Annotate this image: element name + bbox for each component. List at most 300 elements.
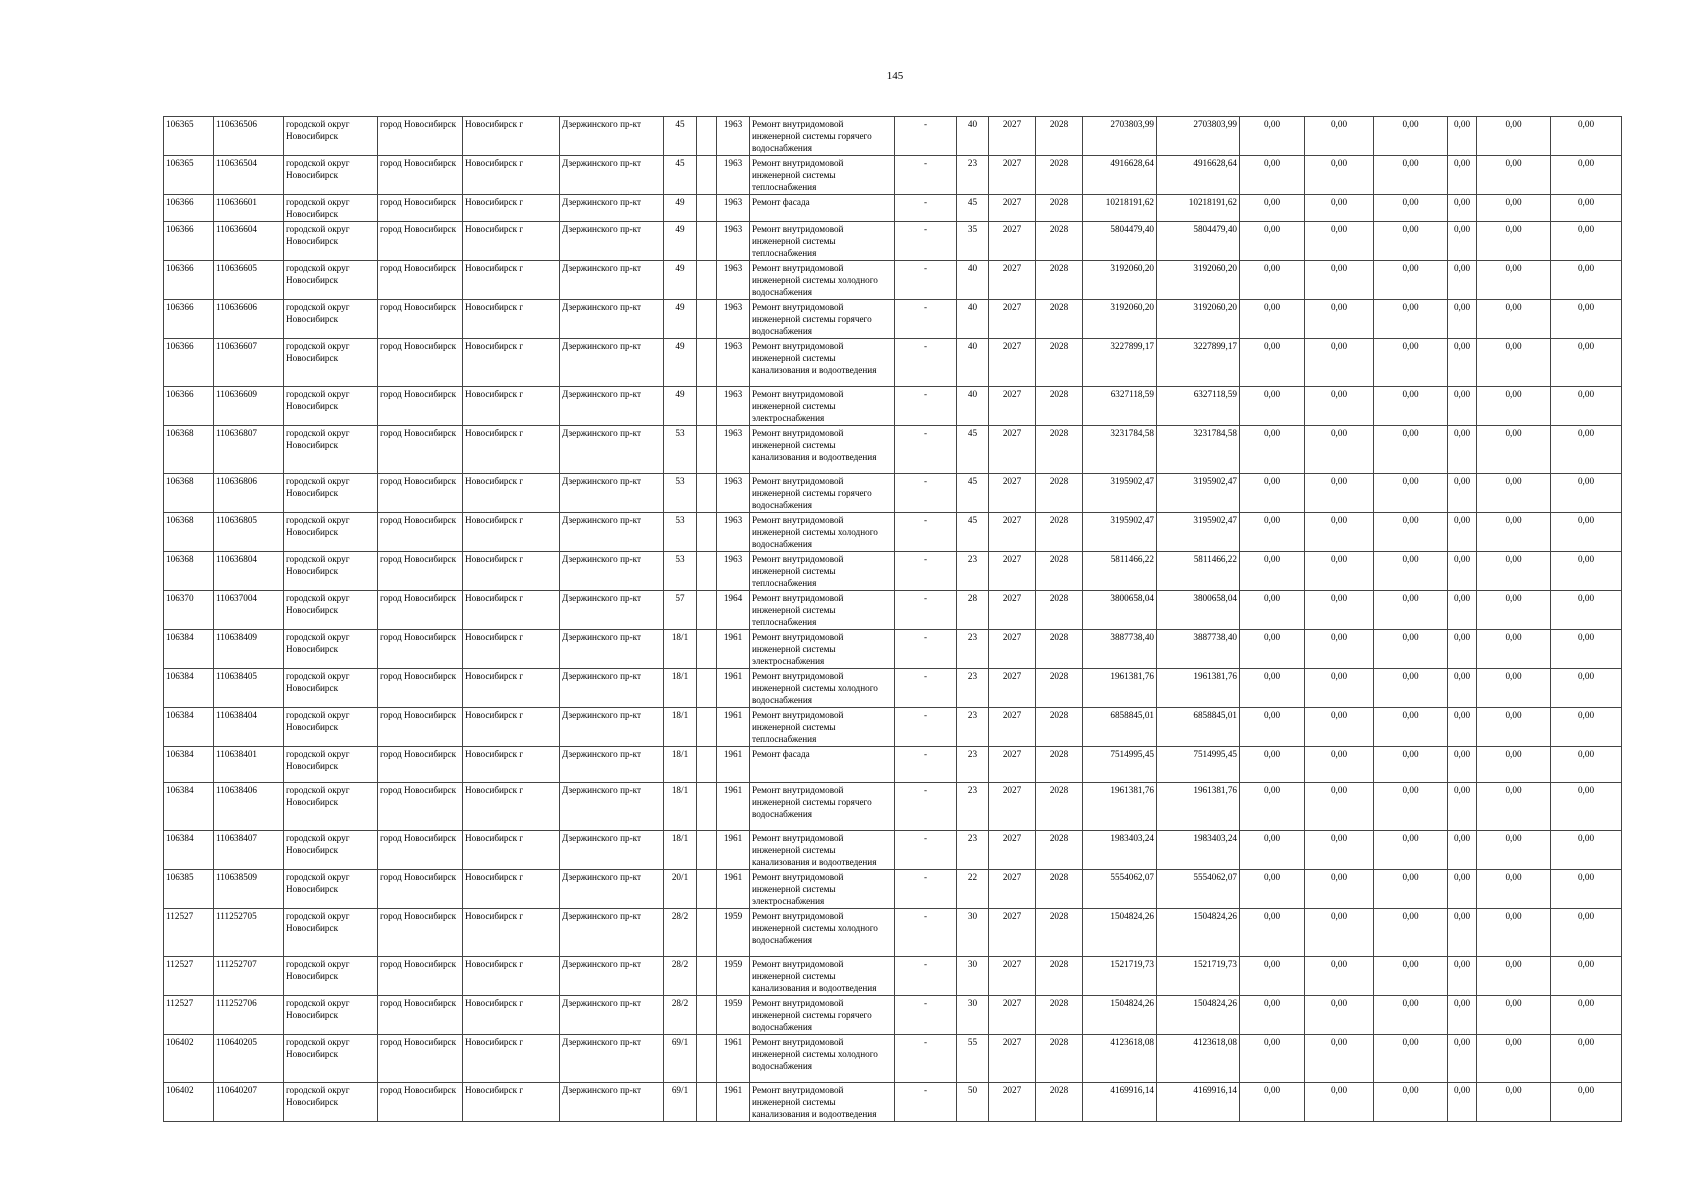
year-to-cell: 2028 <box>1036 591 1083 630</box>
district-cell: городской округ Новосибирск <box>284 996 378 1035</box>
build-year-cell: 1963 <box>717 387 750 426</box>
year-to-cell: 2028 <box>1036 708 1083 747</box>
city-cell: Новосибирск г <box>463 870 560 909</box>
value-6-cell: 0,00 <box>1551 957 1622 996</box>
district-cell: городской округ Новосибирск <box>284 831 378 870</box>
build-year-cell: 1963 <box>717 339 750 387</box>
value-5-cell: 0,00 <box>1477 669 1551 708</box>
value-5-cell: 0,00 <box>1477 156 1551 195</box>
cost-fund-cell: 1521719,73 <box>1157 957 1240 996</box>
table-row <box>164 300 1622 339</box>
value-6-cell: 0,00 <box>1551 870 1622 909</box>
district-cell: городской округ Новосибирск <box>284 870 378 909</box>
street-cell: Дзержинского пр-кт <box>560 591 664 630</box>
value-1-cell: 0,00 <box>1240 552 1305 591</box>
city-cell: Новосибирск г <box>463 1035 560 1083</box>
wear-cell: 55 <box>957 1035 989 1083</box>
street-cell: Дзержинского пр-кт <box>560 747 664 783</box>
cost-fund-cell: 1961381,76 <box>1157 783 1240 831</box>
house-number-cell: 28/2 <box>664 996 697 1035</box>
settlement-cell: город Новосибирск <box>378 195 463 222</box>
value-6-cell: 0,00 <box>1551 1083 1622 1122</box>
dash-cell: - <box>895 300 957 339</box>
value-2-cell: 0,00 <box>1305 156 1374 195</box>
house-number-cell: 18/1 <box>664 783 697 831</box>
wear-cell: 30 <box>957 957 989 996</box>
page-number: 145 <box>886 70 904 82</box>
building-cell <box>697 195 717 222</box>
value-6-cell: 0,00 <box>1551 996 1622 1035</box>
cost-fund-cell: 6327118,59 <box>1157 387 1240 426</box>
settlement-cell: город Новосибирск <box>378 552 463 591</box>
building-cell <box>697 783 717 831</box>
work-type-cell: Ремонт внутридомовой инженерной системы горячего водоснабжения <box>750 783 895 831</box>
work-id-cell: 110640207 <box>214 1083 284 1122</box>
district-cell: городской округ Новосибирск <box>284 1083 378 1122</box>
wear-cell: 40 <box>957 300 989 339</box>
house-id-cell: 106402 <box>164 1035 214 1083</box>
wear-cell: 23 <box>957 552 989 591</box>
cost-fund-cell: 5804479,40 <box>1157 222 1240 261</box>
street-cell: Дзержинского пр-кт <box>560 552 664 591</box>
work-type-cell: Ремонт внутридомовой инженерной системы теплоснабжения <box>750 222 895 261</box>
district-cell: городской округ Новосибирск <box>284 156 378 195</box>
city-cell: Новосибирск г <box>463 708 560 747</box>
building-cell <box>697 870 717 909</box>
value-2-cell: 0,00 <box>1305 474 1374 513</box>
build-year-cell: 1963 <box>717 426 750 474</box>
city-cell: Новосибирск г <box>463 957 560 996</box>
wear-cell: 40 <box>957 339 989 387</box>
city-cell: Новосибирск г <box>463 630 560 669</box>
work-id-cell: 110636804 <box>214 552 284 591</box>
cost-total-cell: 4123618,08 <box>1083 1035 1157 1083</box>
value-3-cell: 0,00 <box>1374 831 1448 870</box>
house-id-cell: 106366 <box>164 300 214 339</box>
district-cell: городской округ Новосибирск <box>284 708 378 747</box>
value-2-cell: 0,00 <box>1305 426 1374 474</box>
build-year-cell: 1961 <box>717 870 750 909</box>
cost-total-cell: 3192060,20 <box>1083 261 1157 300</box>
value-4-cell: 0,00 <box>1448 117 1477 156</box>
cost-fund-cell: 6858845,01 <box>1157 708 1240 747</box>
street-cell: Дзержинского пр-кт <box>560 513 664 552</box>
value-6-cell: 0,00 <box>1551 831 1622 870</box>
house-number-cell: 49 <box>664 222 697 261</box>
city-cell: Новосибирск г <box>463 222 560 261</box>
work-id-cell: 110638409 <box>214 630 284 669</box>
house-number-cell: 53 <box>664 426 697 474</box>
dash-cell: - <box>895 708 957 747</box>
cost-fund-cell: 5811466,22 <box>1157 552 1240 591</box>
value-1-cell: 0,00 <box>1240 909 1305 957</box>
year-to-cell: 2028 <box>1036 1035 1083 1083</box>
value-6-cell: 0,00 <box>1551 552 1622 591</box>
build-year-cell: 1961 <box>717 1083 750 1122</box>
value-3-cell: 0,00 <box>1374 669 1448 708</box>
street-cell: Дзержинского пр-кт <box>560 783 664 831</box>
street-cell: Дзержинского пр-кт <box>560 117 664 156</box>
build-year-cell: 1961 <box>717 708 750 747</box>
settlement-cell: город Новосибирск <box>378 708 463 747</box>
house-number-cell: 53 <box>664 474 697 513</box>
value-4-cell: 0,00 <box>1448 300 1477 339</box>
year-to-cell: 2028 <box>1036 261 1083 300</box>
year-to-cell: 2028 <box>1036 1083 1083 1122</box>
table-row <box>164 426 1622 474</box>
table-row <box>164 552 1622 591</box>
value-5-cell: 0,00 <box>1477 831 1551 870</box>
work-type-cell: Ремонт внутридомовой инженерной системы теплоснабжения <box>750 591 895 630</box>
city-cell: Новосибирск г <box>463 474 560 513</box>
value-6-cell: 0,00 <box>1551 909 1622 957</box>
cost-fund-cell: 4123618,08 <box>1157 1035 1240 1083</box>
value-5-cell: 0,00 <box>1477 222 1551 261</box>
value-3-cell: 0,00 <box>1374 222 1448 261</box>
settlement-cell: город Новосибирск <box>378 513 463 552</box>
value-3-cell: 0,00 <box>1374 747 1448 783</box>
work-id-cell: 110636504 <box>214 156 284 195</box>
building-cell <box>697 630 717 669</box>
year-to-cell: 2028 <box>1036 195 1083 222</box>
settlement-cell: город Новосибирск <box>378 747 463 783</box>
cost-fund-cell: 3227899,17 <box>1157 339 1240 387</box>
street-cell: Дзержинского пр-кт <box>560 996 664 1035</box>
year-from-cell: 2027 <box>989 117 1036 156</box>
table-row <box>164 708 1622 747</box>
building-cell <box>697 747 717 783</box>
street-cell: Дзержинского пр-кт <box>560 261 664 300</box>
year-to-cell: 2028 <box>1036 870 1083 909</box>
work-id-cell: 110636807 <box>214 426 284 474</box>
work-type-cell: Ремонт фасада <box>750 195 895 222</box>
street-cell: Дзержинского пр-кт <box>560 195 664 222</box>
dash-cell: - <box>895 996 957 1035</box>
dash-cell: - <box>895 426 957 474</box>
table-row <box>164 474 1622 513</box>
city-cell: Новосибирск г <box>463 747 560 783</box>
value-5-cell: 0,00 <box>1477 426 1551 474</box>
building-cell <box>697 339 717 387</box>
year-to-cell: 2028 <box>1036 222 1083 261</box>
wear-cell: 30 <box>957 996 989 1035</box>
value-4-cell: 0,00 <box>1448 552 1477 591</box>
year-from-cell: 2027 <box>989 831 1036 870</box>
wear-cell: 35 <box>957 222 989 261</box>
year-from-cell: 2027 <box>989 957 1036 996</box>
year-to-cell: 2028 <box>1036 474 1083 513</box>
year-from-cell: 2027 <box>989 909 1036 957</box>
building-cell <box>697 513 717 552</box>
value-4-cell: 0,00 <box>1448 669 1477 708</box>
value-6-cell: 0,00 <box>1551 300 1622 339</box>
table-row <box>164 117 1622 156</box>
settlement-cell: город Новосибирск <box>378 222 463 261</box>
value-5-cell: 0,00 <box>1477 996 1551 1035</box>
dash-cell: - <box>895 195 957 222</box>
build-year-cell: 1961 <box>717 831 750 870</box>
value-1-cell: 0,00 <box>1240 156 1305 195</box>
dash-cell: - <box>895 117 957 156</box>
value-3-cell: 0,00 <box>1374 195 1448 222</box>
value-1-cell: 0,00 <box>1240 1035 1305 1083</box>
year-from-cell: 2027 <box>989 996 1036 1035</box>
value-2-cell: 0,00 <box>1305 708 1374 747</box>
house-id-cell: 106366 <box>164 261 214 300</box>
dash-cell: - <box>895 747 957 783</box>
value-2-cell: 0,00 <box>1305 630 1374 669</box>
building-cell <box>697 156 717 195</box>
work-type-cell: Ремонт внутридомовой инженерной системы теплоснабжения <box>750 552 895 591</box>
wear-cell: 45 <box>957 195 989 222</box>
year-from-cell: 2027 <box>989 630 1036 669</box>
value-4-cell: 0,00 <box>1448 513 1477 552</box>
value-1-cell: 0,00 <box>1240 1083 1305 1122</box>
cost-fund-cell: 3192060,20 <box>1157 300 1240 339</box>
build-year-cell: 1961 <box>717 669 750 708</box>
work-type-cell: Ремонт фасада <box>750 747 895 783</box>
year-from-cell: 2027 <box>989 195 1036 222</box>
work-id-cell: 110636506 <box>214 117 284 156</box>
house-id-cell: 106384 <box>164 630 214 669</box>
building-cell <box>697 957 717 996</box>
district-cell: городской округ Новосибирск <box>284 591 378 630</box>
district-cell: городской округ Новосибирск <box>284 261 378 300</box>
value-2-cell: 0,00 <box>1305 783 1374 831</box>
cost-total-cell: 4916628,64 <box>1083 156 1157 195</box>
value-6-cell: 0,00 <box>1551 474 1622 513</box>
value-1-cell: 0,00 <box>1240 831 1305 870</box>
value-6-cell: 0,00 <box>1551 156 1622 195</box>
street-cell: Дзержинского пр-кт <box>560 909 664 957</box>
street-cell: Дзержинского пр-кт <box>560 426 664 474</box>
house-number-cell: 18/1 <box>664 630 697 669</box>
city-cell: Новосибирск г <box>463 996 560 1035</box>
settlement-cell: город Новосибирск <box>378 300 463 339</box>
value-2-cell: 0,00 <box>1305 669 1374 708</box>
cost-total-cell: 4169916,14 <box>1083 1083 1157 1122</box>
house-number-cell: 28/2 <box>664 957 697 996</box>
year-to-cell: 2028 <box>1036 831 1083 870</box>
city-cell: Новосибирск г <box>463 783 560 831</box>
value-4-cell: 0,00 <box>1448 870 1477 909</box>
year-from-cell: 2027 <box>989 156 1036 195</box>
value-5-cell: 0,00 <box>1477 552 1551 591</box>
building-cell <box>697 909 717 957</box>
work-id-cell: 110638407 <box>214 831 284 870</box>
table-row <box>164 387 1622 426</box>
build-year-cell: 1963 <box>717 552 750 591</box>
cost-fund-cell: 3231784,58 <box>1157 426 1240 474</box>
value-4-cell: 0,00 <box>1448 222 1477 261</box>
value-5-cell: 0,00 <box>1477 261 1551 300</box>
work-id-cell: 111252705 <box>214 909 284 957</box>
value-3-cell: 0,00 <box>1374 552 1448 591</box>
table-row <box>164 261 1622 300</box>
house-id-cell: 106366 <box>164 339 214 387</box>
city-cell: Новосибирск г <box>463 195 560 222</box>
dash-cell: - <box>895 957 957 996</box>
house-number-cell: 53 <box>664 552 697 591</box>
district-cell: городской округ Новосибирск <box>284 474 378 513</box>
city-cell: Новосибирск г <box>463 552 560 591</box>
year-to-cell: 2028 <box>1036 117 1083 156</box>
value-2-cell: 0,00 <box>1305 1083 1374 1122</box>
value-1-cell: 0,00 <box>1240 669 1305 708</box>
value-4-cell: 0,00 <box>1448 957 1477 996</box>
value-5-cell: 0,00 <box>1477 591 1551 630</box>
wear-cell: 45 <box>957 426 989 474</box>
district-cell: городской округ Новосибирск <box>284 1035 378 1083</box>
value-3-cell: 0,00 <box>1374 474 1448 513</box>
district-cell: городской округ Новосибирск <box>284 909 378 957</box>
work-type-cell: Ремонт внутридомовой инженерной системы канализования и водоотведения <box>750 957 895 996</box>
value-2-cell: 0,00 <box>1305 957 1374 996</box>
table-row <box>164 156 1622 195</box>
value-5-cell: 0,00 <box>1477 747 1551 783</box>
year-from-cell: 2027 <box>989 1083 1036 1122</box>
year-from-cell: 2027 <box>989 591 1036 630</box>
value-6-cell: 0,00 <box>1551 261 1622 300</box>
value-4-cell: 0,00 <box>1448 156 1477 195</box>
cost-total-cell: 1961381,76 <box>1083 783 1157 831</box>
value-1-cell: 0,00 <box>1240 261 1305 300</box>
work-type-cell: Ремонт внутридомовой инженерной системы холодного водоснабжения <box>750 1035 895 1083</box>
build-year-cell: 1963 <box>717 156 750 195</box>
cost-fund-cell: 3887738,40 <box>1157 630 1240 669</box>
house-number-cell: 28/2 <box>664 909 697 957</box>
house-id-cell: 106402 <box>164 1083 214 1122</box>
house-id-cell: 106385 <box>164 870 214 909</box>
cost-total-cell: 10218191,62 <box>1083 195 1157 222</box>
wear-cell: 22 <box>957 870 989 909</box>
value-1-cell: 0,00 <box>1240 957 1305 996</box>
wear-cell: 40 <box>957 261 989 300</box>
building-cell <box>697 1083 717 1122</box>
table-row <box>164 1083 1622 1122</box>
city-cell: Новосибирск г <box>463 1083 560 1122</box>
street-cell: Дзержинского пр-кт <box>560 957 664 996</box>
dash-cell: - <box>895 222 957 261</box>
work-type-cell: Ремонт внутридомовой инженерной системы канализования и водоотведения <box>750 831 895 870</box>
value-6-cell: 0,00 <box>1551 1035 1622 1083</box>
value-4-cell: 0,00 <box>1448 630 1477 669</box>
value-6-cell: 0,00 <box>1551 117 1622 156</box>
cost-fund-cell: 1504824,26 <box>1157 909 1240 957</box>
build-year-cell: 1961 <box>717 1035 750 1083</box>
settlement-cell: город Новосибирск <box>378 591 463 630</box>
year-from-cell: 2027 <box>989 426 1036 474</box>
cost-total-cell: 1521719,73 <box>1083 957 1157 996</box>
value-5-cell: 0,00 <box>1477 708 1551 747</box>
work-id-cell: 110636606 <box>214 300 284 339</box>
value-1-cell: 0,00 <box>1240 870 1305 909</box>
city-cell: Новосибирск г <box>463 117 560 156</box>
value-5-cell: 0,00 <box>1477 1083 1551 1122</box>
cost-fund-cell: 10218191,62 <box>1157 195 1240 222</box>
cost-fund-cell: 3195902,47 <box>1157 474 1240 513</box>
value-4-cell: 0,00 <box>1448 426 1477 474</box>
registry-table-body <box>164 117 1622 1122</box>
year-to-cell: 2028 <box>1036 387 1083 426</box>
year-from-cell: 2027 <box>989 339 1036 387</box>
work-id-cell: 110640205 <box>214 1035 284 1083</box>
cost-fund-cell: 4169916,14 <box>1157 1083 1240 1122</box>
building-cell <box>697 387 717 426</box>
year-from-cell: 2027 <box>989 708 1036 747</box>
value-1-cell: 0,00 <box>1240 195 1305 222</box>
value-6-cell: 0,00 <box>1551 591 1622 630</box>
year-from-cell: 2027 <box>989 222 1036 261</box>
year-to-cell: 2028 <box>1036 300 1083 339</box>
value-5-cell: 0,00 <box>1477 387 1551 426</box>
wear-cell: 28 <box>957 591 989 630</box>
house-id-cell: 106366 <box>164 222 214 261</box>
dash-cell: - <box>895 870 957 909</box>
cost-total-cell: 7514995,45 <box>1083 747 1157 783</box>
house-number-cell: 18/1 <box>664 669 697 708</box>
city-cell: Новосибирск г <box>463 831 560 870</box>
cost-fund-cell: 1504824,26 <box>1157 996 1240 1035</box>
house-id-cell: 106384 <box>164 783 214 831</box>
table-row <box>164 630 1622 669</box>
settlement-cell: город Новосибирск <box>378 156 463 195</box>
street-cell: Дзержинского пр-кт <box>560 474 664 513</box>
work-id-cell: 110638401 <box>214 747 284 783</box>
value-2-cell: 0,00 <box>1305 513 1374 552</box>
house-id-cell: 112527 <box>164 996 214 1035</box>
year-to-cell: 2028 <box>1036 669 1083 708</box>
table-row <box>164 222 1622 261</box>
street-cell: Дзержинского пр-кт <box>560 222 664 261</box>
cost-fund-cell: 5554062,07 <box>1157 870 1240 909</box>
value-3-cell: 0,00 <box>1374 1083 1448 1122</box>
district-cell: городской округ Новосибирск <box>284 117 378 156</box>
value-6-cell: 0,00 <box>1551 513 1622 552</box>
work-type-cell: Ремонт внутридомовой инженерной системы холодного водоснабжения <box>750 261 895 300</box>
cost-fund-cell: 2703803,99 <box>1157 117 1240 156</box>
value-3-cell: 0,00 <box>1374 957 1448 996</box>
value-3-cell: 0,00 <box>1374 513 1448 552</box>
work-id-cell: 110638406 <box>214 783 284 831</box>
cost-total-cell: 1961381,76 <box>1083 669 1157 708</box>
year-from-cell: 2027 <box>989 474 1036 513</box>
build-year-cell: 1961 <box>717 630 750 669</box>
work-type-cell: Ремонт внутридомовой инженерной системы горячего водоснабжения <box>750 996 895 1035</box>
table-row <box>164 957 1622 996</box>
house-id-cell: 106384 <box>164 747 214 783</box>
year-from-cell: 2027 <box>989 870 1036 909</box>
value-1-cell: 0,00 <box>1240 747 1305 783</box>
street-cell: Дзержинского пр-кт <box>560 669 664 708</box>
table-row <box>164 195 1622 222</box>
building-cell <box>697 996 717 1035</box>
work-id-cell: 110638509 <box>214 870 284 909</box>
dash-cell: - <box>895 339 957 387</box>
value-4-cell: 0,00 <box>1448 747 1477 783</box>
value-6-cell: 0,00 <box>1551 708 1622 747</box>
year-to-cell: 2028 <box>1036 996 1083 1035</box>
value-1-cell: 0,00 <box>1240 513 1305 552</box>
build-year-cell: 1963 <box>717 222 750 261</box>
settlement-cell: город Новосибирск <box>378 339 463 387</box>
value-2-cell: 0,00 <box>1305 387 1374 426</box>
work-type-cell: Ремонт внутридомовой инженерной системы канализования и водоотведения <box>750 1083 895 1122</box>
value-5-cell: 0,00 <box>1477 783 1551 831</box>
house-id-cell: 112527 <box>164 957 214 996</box>
value-5-cell: 0,00 <box>1477 957 1551 996</box>
district-cell: городской округ Новосибирск <box>284 747 378 783</box>
